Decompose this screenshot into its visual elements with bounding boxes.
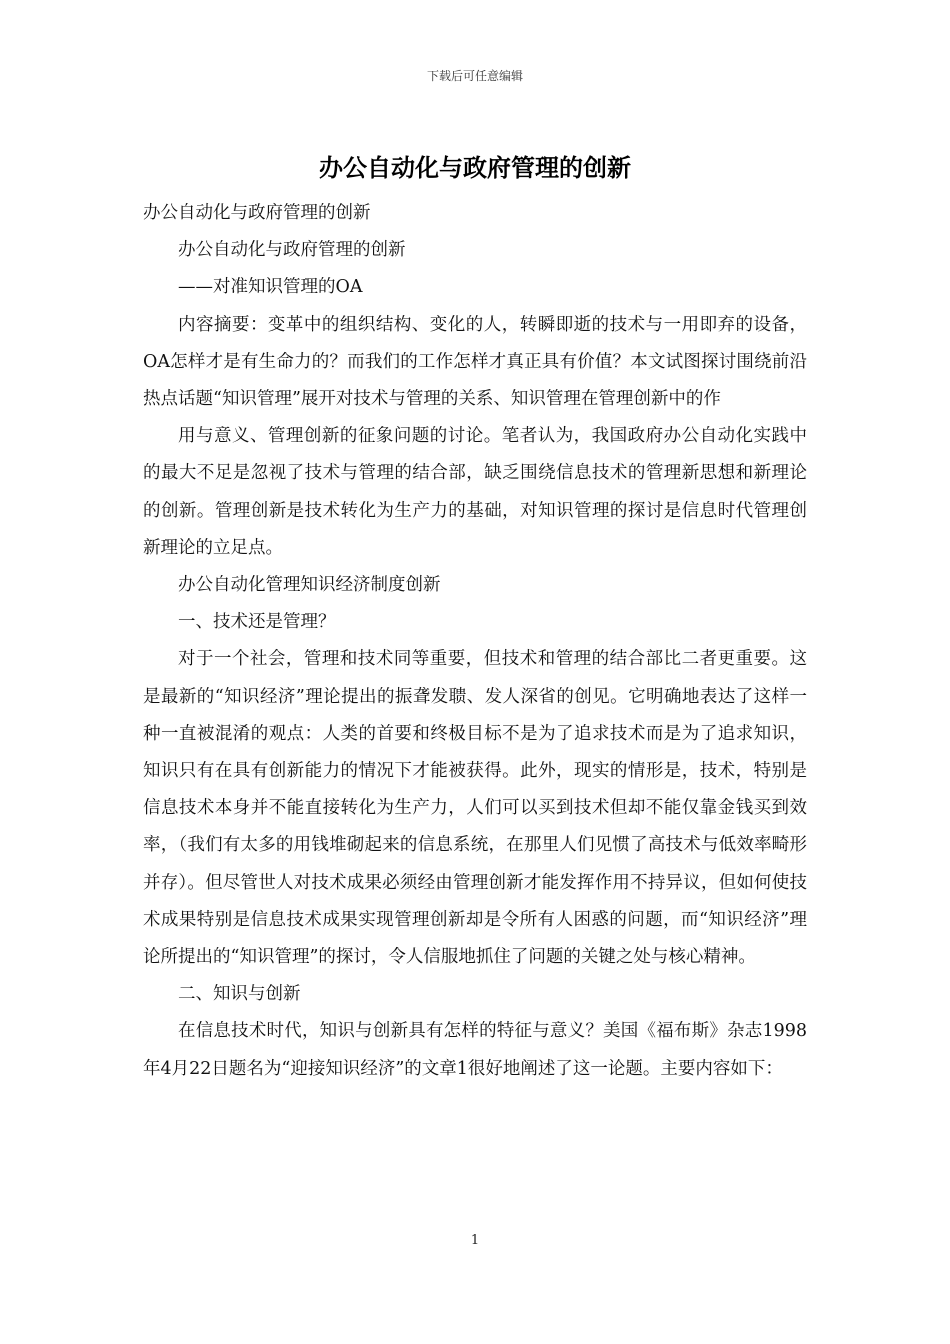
document-title: 办公自动化与政府管理的创新 [319,153,631,182]
subtitle-line: 办公自动化与政府管理的创新 [143,203,371,223]
subheading-oa: ——对准知识管理的OA [178,277,363,298]
header-note: 下载后可任意编辑 [426,69,523,83]
document-body [143,195,807,1088]
subtitle-line-indented: 办公自动化与政府管理的创新 [178,240,406,261]
keywords-line: 办公自动化管理知识经济制度创新 [178,575,441,596]
abstract-continuation-paragraph: 用与意义、管理创新的征象问题的讨论。笔者认为，我国政府办公自动化实践中的最大不足是忽视了技术与管理的结合部，缺乏围绕信息技术的管理新思想和新理论的创新。管理创新是技术转化为生产力的基础，对知识管理的探讨是信息时代管理创新理论的立足点。 [143,426,807,558]
section-1-paragraph: 对于一个社会，管理和技术同等重要，但技术和管理的结合部比二者更重要。这是最新的“知识经济”理论提出的振聋发聩、发人深省的创见。它明确地表达了这样一种一直被混淆的观点：人类的首要和终极目标不是为了追求技术而是为了追求知识，知识只有在具有创新能力的情况下才能被获得。此外，现实的情形是，技术，特别是信息技术本身并不能直接转化为生产力，人们可以买到技术但却不能仅靠金钱买到效率，（我们有太多的用钱堆砌起来的信息系统，在那里人们见惯了高技术与低效率畸形并存）。但尽管世人对技术成果必须经由管理创新才能发挥作用不持异议，但如何使技术成果特别是信息技术成果实现管理创新却是令所有人困惑的问题，而“知识经济”理论所提出的“知识管理”的探讨，令人信服地抓住了问题的关键之处与核心精神。 [143,649,807,968]
abstract-paragraph: 内容摘要：变革中的组织结构、变化的人，转瞬即逝的技术与一用即弃的设备，OA怎样才是有生命力的？而我们的工作怎样才真正具有价值？本文试图探讨围绕前沿热点话题“知识管理”展开对技术与管理的关系、知识管理在管理创新中的作 [143,314,807,410]
section-heading-1: 一、技术还是管理？ [178,612,336,633]
page-number: 1 [470,1233,480,1248]
section-2-paragraph: 在信息技术时代，知识与创新具有怎样的特征与意义？美国《福布斯》杂志1998年4月22日题名为“迎接知识经济”的文章1很好地阐述了这一论题。主要内容如下： [143,1021,807,1079]
section-heading-2: 二、知识与创新 [178,984,301,1005]
